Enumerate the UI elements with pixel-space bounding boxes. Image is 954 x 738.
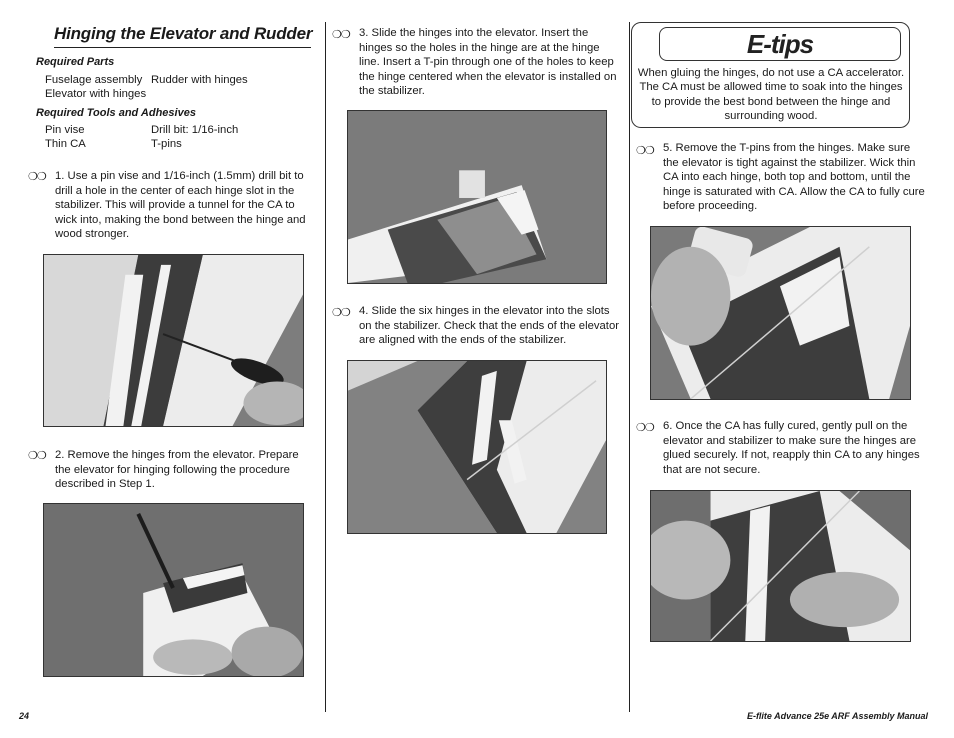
part-item: Elevator with hinges bbox=[45, 88, 147, 100]
step-1-photo bbox=[43, 254, 304, 427]
step-3-photo bbox=[347, 110, 607, 284]
step-2-checkbox[interactable]: ❍❍ bbox=[28, 450, 46, 462]
tool-item: Drill bit: 1/16-inch bbox=[151, 124, 239, 136]
step-6-checkbox[interactable]: ❍❍ bbox=[636, 422, 654, 434]
etips-logo bbox=[659, 27, 901, 61]
page-number: 24 bbox=[19, 711, 30, 721]
required-parts-heading: Required Parts bbox=[36, 56, 115, 68]
manual-title: E-flite Advance 25e ARF Assembly Manual bbox=[746, 711, 928, 721]
step-3-checkbox[interactable]: ❍❍ bbox=[332, 29, 350, 41]
step-1-text: 1. Use a pin vise and 1/16-inch (1.5mm) drill bit to drill a hole in the center of each hinge slot in the stabilizer. This will provide a tunnel for the CA to wick into, making the bond between the hinge and wood stronger. bbox=[55, 170, 306, 240]
tool-item: T-pins bbox=[151, 138, 182, 150]
step-3-text: 3. Slide the hinges into the elevator. Insert the hinges so the holes in the hinge are at the hinge line. Insert a T-pin through one of the holes to keep the hinge centered when the elevator is installed on the stabilizer. bbox=[359, 27, 617, 97]
step-4-checkbox[interactable]: ❍❍ bbox=[332, 307, 350, 319]
tool-item: Thin CA bbox=[45, 138, 86, 150]
section-title: Hinging the Elevator and Rudder bbox=[54, 24, 313, 43]
column-divider bbox=[629, 22, 630, 712]
step-2-photo bbox=[43, 503, 304, 677]
step-4-text: 4. Slide the six hinges in the elevator into the slots on the stabilizer. Check that the ends of the elevator are aligned with the ends of the stabilizer. bbox=[359, 305, 619, 346]
step-2-text: 2. Remove the hinges from the elevator. Prepare the elevator for hinging following the procedure described in Step 1. bbox=[55, 449, 299, 490]
etips-logo-text: E-tips bbox=[746, 29, 814, 59]
part-item: Rudder with hinges bbox=[151, 74, 248, 86]
step-5-photo bbox=[650, 226, 911, 400]
step-5-checkbox[interactable]: ❍❍ bbox=[636, 145, 654, 157]
step-6-text: 6. Once the CA has fully cured, gently pull on the elevator and stabilizer to make sure the hinges are glued securely. If not, reapply thin CA to any hinges that are not secure. bbox=[663, 420, 920, 476]
required-tools-heading: Required Tools and Adhesives bbox=[36, 107, 196, 119]
tool-item: Pin vise bbox=[45, 124, 85, 136]
step-6-photo bbox=[650, 490, 911, 642]
step-5-text: 5. Remove the T-pins from the hinges. Make sure the elevator is tight against the stabilizer. Wick thin CA into each hinge, both top and bottom, until the hinge is saturated with CA. Allow the CA to fully cure before proceeding. bbox=[663, 142, 925, 212]
part-item: Fuselage assembly bbox=[45, 74, 143, 86]
title-underline bbox=[54, 47, 311, 48]
column-divider bbox=[325, 22, 326, 712]
step-4-photo bbox=[347, 360, 607, 534]
step-1-checkbox[interactable]: ❍❍ bbox=[28, 171, 46, 183]
etips-text: When gluing the hinges, do not use a CA accelerator. The CA must be allowed time to soak into the hinges to provide the best bond between the hinge and surrounding wood. bbox=[637, 67, 905, 122]
